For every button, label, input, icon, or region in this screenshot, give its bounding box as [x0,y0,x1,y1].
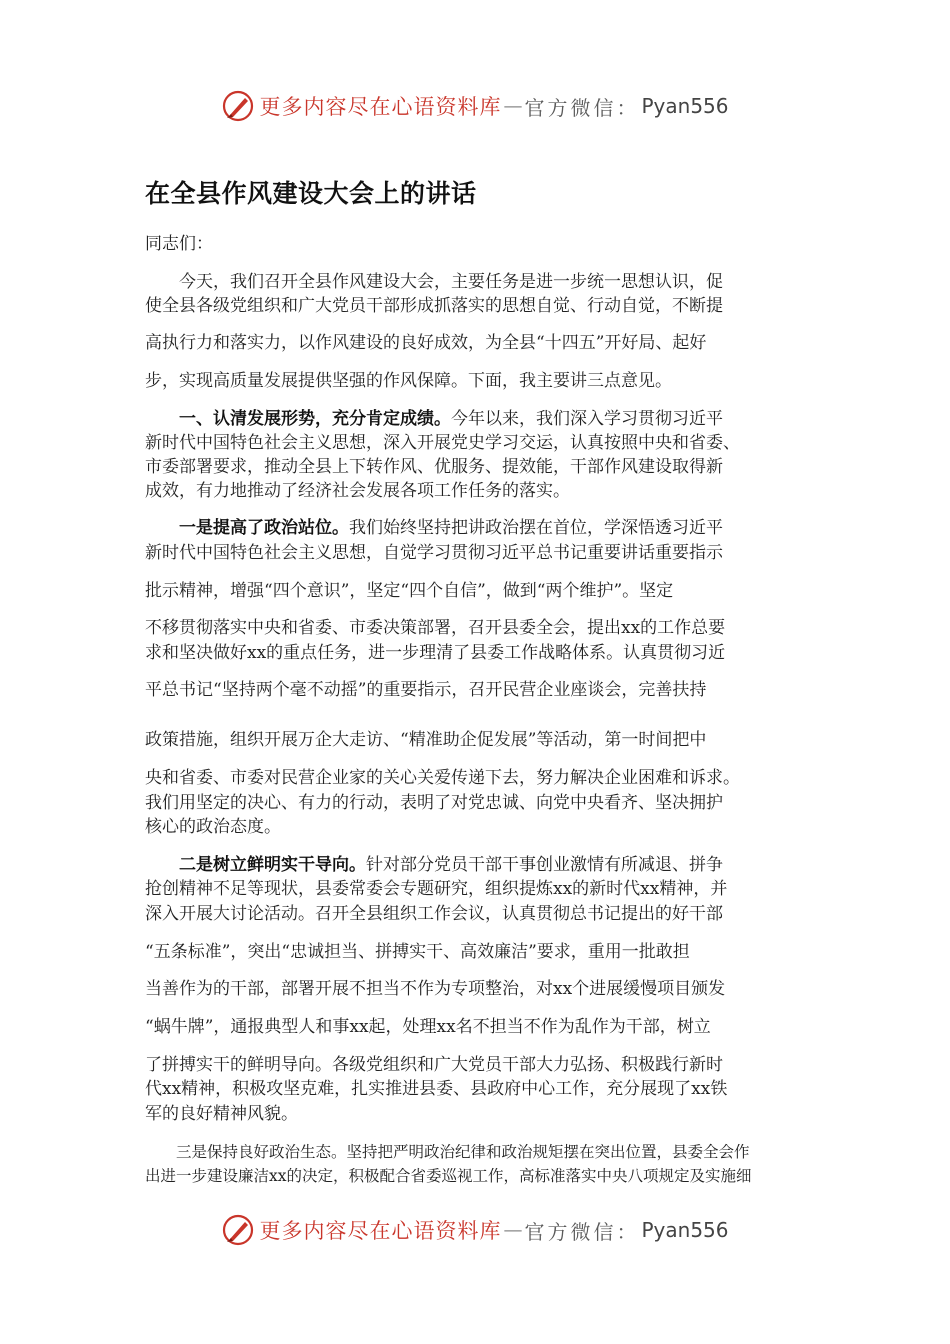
text-line: 高执行力和落实力，以作风建设的良好成效，为全县“十四五”开好局、起好 [145,333,707,353]
text-line: 求和坚决做好xx的重点任务，进一步理清了县委工作战略体系。认真贯彻习近 [145,643,726,663]
banner-text: 更多内容尽在心语资料库 [259,95,502,119]
text-line: 核心的政治态度。 [145,817,281,837]
banner-text: 更多内容尽在心语资料库 [259,1219,502,1243]
banner-separator: — [503,95,523,117]
pen-logo-icon [221,89,255,123]
text-line: 平总书记“坚持两个毫不动摇”的重要指示，召开民营企业座谈会，完善扶持 [145,680,707,700]
text-line: 央和省委、市委对民营企业家的关心关爱传递下去，努力解决企业困难和诉求。 [145,768,740,788]
text-line: 代xx精神，积极攻坚克难，扎实推进县委、县政府中心工作，充分展现了xx铁 [145,1079,728,1099]
banner-wechat-label: 官方微信： [524,1219,640,1244]
text-line: 抢创精神不足等现状，县委常委会专题研究，组织提炼xx的新时代xx精神，并 [145,879,728,899]
text-line: 我们用坚定的决心、有力的行动，表明了对党忠诚、向党中央看齐、坚决拥护 [145,793,723,813]
text-line: 了拼搏实干的鲜明导向。各级党组织和广大党员干部大力弘扬、积极践行新时 [145,1055,723,1075]
text-line: 三是保持良好政治生态。坚持把严明政治纪律和政治规矩摆在突出位置，县委全会作 [145,1143,750,1161]
text-line: 新时代中国特色社会主义思想，自觉学习贯彻习近平总书记重要讲话重要指示 [145,543,723,563]
text-line: 不移贯彻落实中央和省委、市委决策部署，召开县委全会，提出xx的工作总要 [145,618,726,638]
section-heading-line: 一、认清发展形势，充分肯定成绩。今年以来，我们深入学习贯彻习近平 [145,409,723,429]
text-line: 同志们： [145,234,213,254]
text-line: 深入开展大讨论活动。召开全县组织工作会议，认真贯彻总书记提出的好干部 [145,904,723,924]
banner-wechat-label: 官方微信： [524,95,640,120]
text-line: 使全县各级党组织和广大党员干部形成抓落实的思想自觉、行动自觉，不断提 [145,296,723,316]
watermark-banner-bottom [0,1208,950,1252]
section-heading-line: 二是树立鲜明实干导向。针对部分党员干部干事创业激情有所减退、拼争 [145,855,723,875]
text-line: 当善作为的干部，部署开展不担当不作为专项整治，对xx个进展缓慢项目颁发 [145,979,726,999]
banner-wechat-id: Pyan556 [641,1218,729,1242]
text-line: 今天，我们召开全县作风建设大会，主要任务是进一步统一思想认识，促 [145,272,723,292]
text-line: 步，实现高质量发展提供坚强的作风保障。下面，我主要讲三点意见。 [145,371,672,391]
text-line: “蜗牛牌”，通报典型人和事xx起，处理xx名不担当不作为乱作为干部，树立 [145,1017,711,1037]
section-heading-line: 一是提高了政治站位。我们始终坚持把讲政治摆在首位，学深悟透习近平 [145,518,723,538]
text-line: 出进一步建设廉洁xx的决定，积极配合省委巡视工作，高标准落实中央八项规定及实施细 [145,1167,752,1185]
text-line: 批示精神，增强“四个意识”，坚定“四个自信”，做到“两个维护”。坚定 [145,581,674,601]
document-title: 在全县作风建设大会上的讲话 [145,179,477,208]
text-line: 市委部署要求，推动全县上下转作风、优服务、提效能，干部作风建设取得新 [145,457,723,477]
text-line: 新时代中国特色社会主义思想，深入开展党史学习交运，认真按照中央和省委、 [145,433,740,453]
text-line: 成效，有力地推动了经济社会发展各项工作任务的落实。 [145,481,570,501]
banner-separator: — [503,1219,523,1241]
text-line: “五条标准”，突出“忠诚担当、拼搏实干、高效廉洁”要求，重用一批敢担 [145,942,690,962]
pen-logo-icon [221,1213,255,1247]
text-line: 军的良好精神风貌。 [145,1104,298,1124]
watermark-banner-top [0,84,950,128]
text-line: 政策措施，组织开展万企大走访、“精准助企促发展”等活动，第一时间把中 [145,730,707,750]
banner-wechat-id: Pyan556 [641,94,729,118]
